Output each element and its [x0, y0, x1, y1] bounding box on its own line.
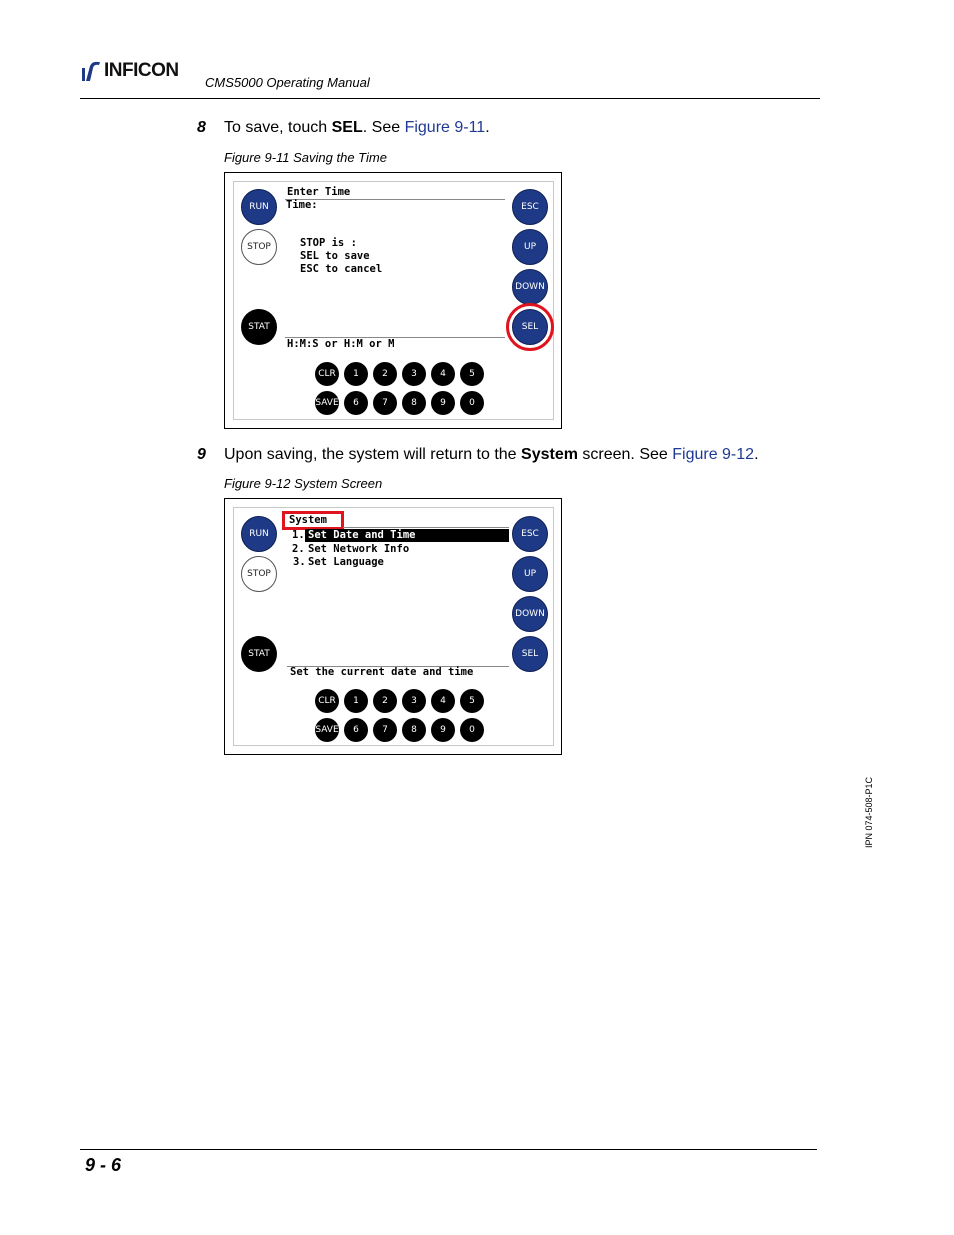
inficon-logo	[82, 60, 179, 82]
menu-item-set-network-info[interactable]: Set Network Info	[308, 543, 410, 555]
menu-item-set-date-time[interactable]: Set Date and Time	[308, 529, 416, 541]
key-0[interactable]: 0	[460, 718, 484, 742]
footer-rule	[80, 1149, 817, 1150]
ipn-label: IPN 074-508-P1C	[864, 776, 874, 848]
status-hint: Set the current date and time	[290, 666, 474, 678]
key-4[interactable]: 4	[431, 362, 455, 386]
key-4[interactable]: 4	[431, 689, 455, 713]
figure-caption: Figure 9-12 System Screen	[224, 476, 383, 491]
screen-divider	[285, 199, 505, 200]
step-text-part: .	[485, 119, 490, 136]
step-text-part: To save, touch	[224, 119, 332, 136]
key-save[interactable]: SAVE	[315, 718, 339, 742]
page-number: 9 - 6	[85, 1155, 122, 1175]
menu-item-number: 1.	[292, 529, 305, 541]
key-1[interactable]: 1	[344, 689, 368, 713]
run-button[interactable]: RUN	[241, 189, 277, 225]
figure-link[interactable]: Figure 9-12	[672, 446, 755, 463]
key-7[interactable]: 7	[373, 391, 397, 415]
run-button[interactable]: RUN	[241, 516, 277, 552]
esc-button[interactable]: ESC	[512, 516, 548, 552]
format-hint: H:M:S or H:M or M	[287, 338, 395, 350]
key-8[interactable]: 8	[402, 391, 426, 415]
step-text-part: screen. See	[577, 446, 673, 463]
key-clr[interactable]: CLR	[315, 362, 339, 386]
up-button[interactable]: UP	[512, 556, 548, 592]
key-6[interactable]: 6	[344, 718, 368, 742]
sel-button[interactable]: SEL	[512, 309, 548, 345]
key-9[interactable]: 9	[431, 718, 455, 742]
figure-caption: Figure 9-11 Saving the Time	[224, 150, 387, 165]
header-rule	[80, 98, 820, 99]
key-2[interactable]: 2	[373, 362, 397, 386]
stat-button[interactable]: STAT	[241, 636, 277, 672]
menu-item-set-language[interactable]: Set Language	[308, 556, 384, 568]
key-9[interactable]: 9	[431, 391, 455, 415]
stop-button[interactable]: STOP	[241, 556, 277, 592]
key-clr[interactable]: CLR	[315, 689, 339, 713]
step-text-part: .	[754, 446, 759, 463]
key-7[interactable]: 7	[373, 718, 397, 742]
screen-title: Enter Time	[287, 186, 351, 198]
figure-system-screen	[224, 498, 562, 755]
screen-divider	[343, 527, 509, 528]
stat-button[interactable]: STAT	[241, 309, 277, 345]
message-line: SEL to save	[300, 250, 370, 262]
menu-item-number: 3.	[293, 556, 306, 568]
brand-name: INFICON	[104, 60, 179, 81]
step-number: 8	[197, 119, 206, 136]
manual-title: CMS5000 Operating Manual	[205, 75, 370, 90]
message-line: STOP is :	[300, 237, 357, 249]
esc-button[interactable]: ESC	[512, 189, 548, 225]
step-text	[224, 119, 490, 137]
key-5[interactable]: 5	[460, 689, 484, 713]
step-number: 9	[197, 446, 206, 463]
sel-button[interactable]: SEL	[512, 636, 548, 672]
inficon-logo-icon	[82, 60, 102, 82]
down-button[interactable]: DOWN	[512, 596, 548, 632]
step-text	[224, 446, 759, 464]
figure-link[interactable]: Figure 9-11	[404, 119, 486, 136]
key-6[interactable]: 6	[344, 391, 368, 415]
key-5[interactable]: 5	[460, 362, 484, 386]
stop-button[interactable]: STOP	[241, 229, 277, 265]
key-0[interactable]: 0	[460, 391, 484, 415]
key-save[interactable]: SAVE	[315, 391, 339, 415]
message-line: ESC to cancel	[300, 263, 383, 275]
menu-item-number: 2.	[292, 543, 305, 555]
step-text-part: Upon saving, the system will return to the	[224, 446, 522, 463]
up-button[interactable]: UP	[512, 229, 548, 265]
screen-frame	[233, 181, 554, 420]
key-3[interactable]: 3	[402, 689, 426, 713]
step-text-part: . See	[362, 119, 405, 136]
key-1[interactable]: 1	[344, 362, 368, 386]
down-button[interactable]: DOWN	[512, 269, 548, 305]
screen-title: System	[289, 514, 327, 526]
step-keyword: System	[521, 446, 578, 463]
key-2[interactable]: 2	[373, 689, 397, 713]
sel-highlight-circle	[506, 303, 554, 351]
time-label: Time:	[286, 199, 318, 211]
key-8[interactable]: 8	[402, 718, 426, 742]
step-keyword: SEL	[331, 119, 363, 136]
figure-saving-time	[224, 172, 562, 429]
key-3[interactable]: 3	[402, 362, 426, 386]
